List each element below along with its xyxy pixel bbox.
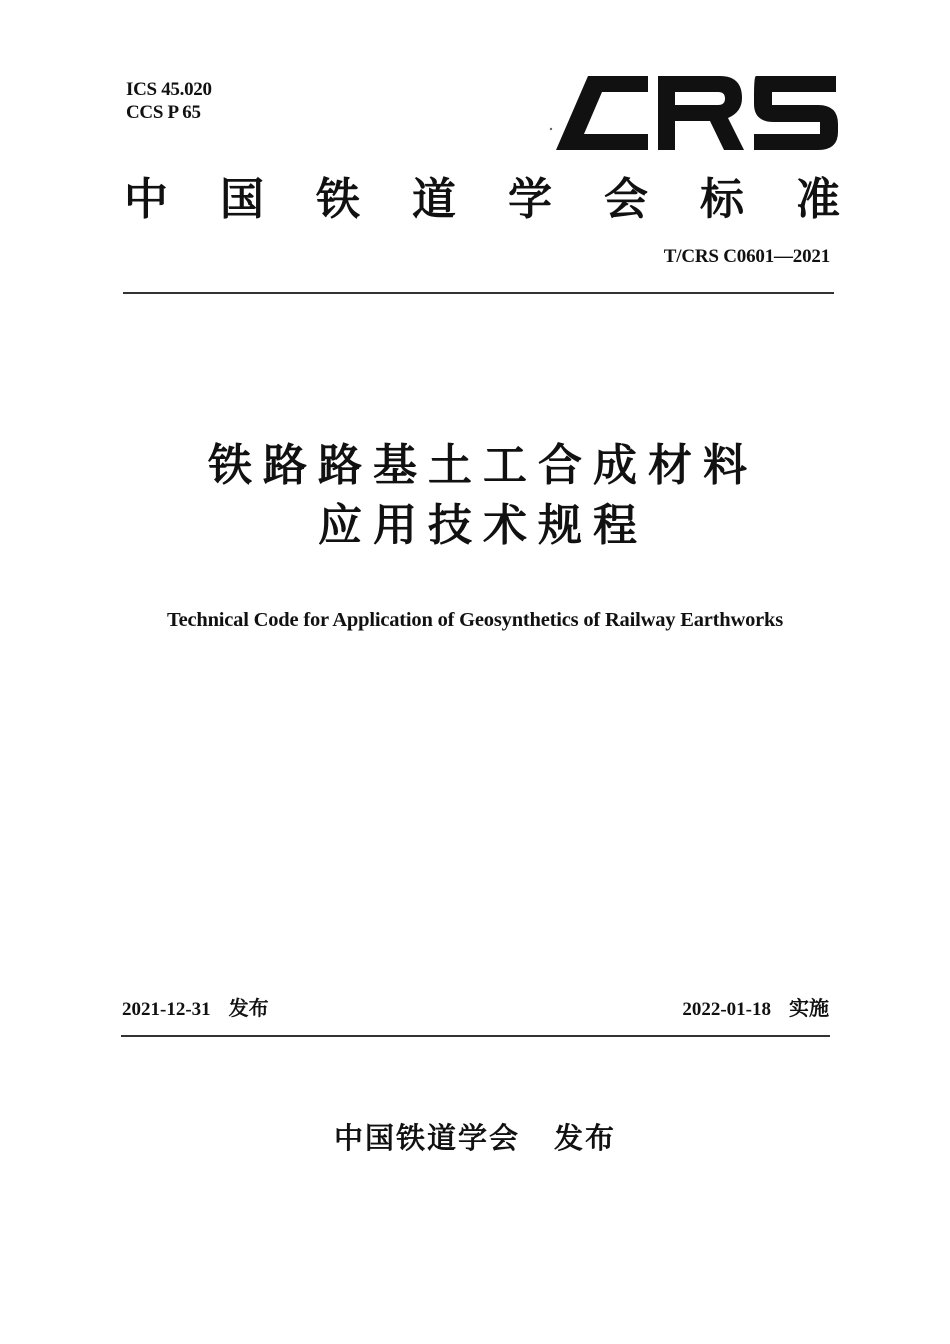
issue-date-block bbox=[122, 994, 269, 1024]
publisher-name: 中国铁道学会 bbox=[333, 1121, 520, 1155]
implementation-date-block bbox=[682, 994, 829, 1024]
crs-logo-icon bbox=[548, 72, 840, 154]
bottom-divider bbox=[121, 1035, 830, 1037]
publisher-line bbox=[0, 1118, 950, 1158]
org-title-char: 铁 bbox=[316, 174, 360, 225]
implementation-label: 实施 bbox=[789, 996, 829, 1020]
org-title-char: 学 bbox=[508, 174, 552, 225]
org-title-char: 中 bbox=[124, 174, 168, 225]
publisher-label: 发布 bbox=[554, 1121, 617, 1155]
ccs-code: CCS P 65 bbox=[126, 102, 201, 123]
implementation-date: 2022-01-18 bbox=[682, 999, 771, 1020]
org-title-char: 标 bbox=[700, 174, 744, 225]
org-title-char: 准 bbox=[796, 174, 840, 225]
org-title-char: 国 bbox=[220, 174, 264, 225]
issue-label: 发布 bbox=[228, 996, 269, 1020]
top-divider bbox=[123, 292, 834, 294]
english-title: Technical Code for Application of Geosynthetics of Railway Earthworks bbox=[166, 609, 783, 631]
classification-codes bbox=[126, 78, 212, 124]
standard-number: T/CRS C0601—2021 bbox=[663, 246, 830, 267]
chinese-title-line-1: 铁路路基土工合成材料 bbox=[208, 440, 758, 491]
ics-code: ICS 45.020 bbox=[126, 79, 212, 100]
organization-standard-title bbox=[124, 172, 840, 228]
chinese-title-line-2: 应用技术规程 bbox=[318, 500, 648, 551]
org-title-char: 会 bbox=[604, 174, 648, 225]
issue-date: 2021-12-31 bbox=[122, 999, 211, 1020]
org-title-char: 道 bbox=[412, 174, 456, 225]
